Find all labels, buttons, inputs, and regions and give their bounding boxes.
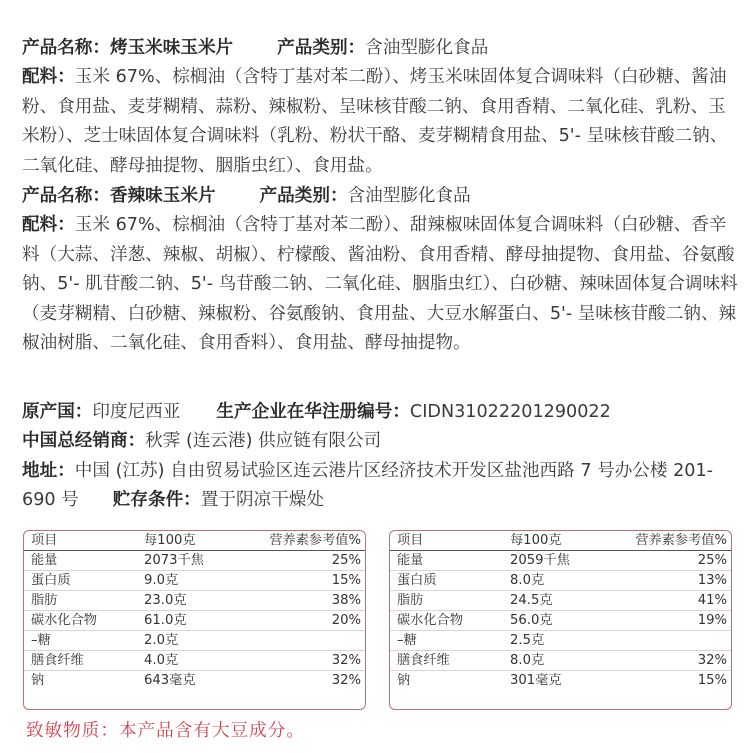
product-category-label: 产品类别： <box>277 38 366 58</box>
storage-label: 贮存条件： <box>112 490 201 511</box>
nutrient-amount: 23.0克 <box>144 591 247 611</box>
nutrient-nrv: 20% <box>247 611 365 631</box>
nutrient-name: 碳水化合物 <box>24 611 144 631</box>
nutrient-name: 钠 <box>31 673 45 688</box>
header-cell: 项目 <box>390 531 510 551</box>
nutrient-nrv: 32% <box>247 651 365 671</box>
nutrient-name: 蛋白质 <box>24 571 144 591</box>
nutrient-name: 蛋白质 <box>390 571 510 591</box>
table-row <box>390 671 731 691</box>
origin-label: 原产国： <box>22 402 93 422</box>
table-header-row <box>24 531 365 551</box>
origin-value: 印度尼西亚 <box>92 402 181 422</box>
table-row <box>390 631 731 651</box>
allergen-statement: 致敏物质：本产品含有大豆成分。 <box>26 721 305 741</box>
distributor-label: 中国总经销商： <box>22 431 146 452</box>
nutrient-nrv: 15% <box>697 673 727 688</box>
header-cell: 营养素参考值% <box>613 531 731 551</box>
ingredients-text: 玉米 67%、棕榈油（含特丁基对苯二酚）、甜辣椒味固体复合调味料（白砂糖、香辛料（大蒜、洋葱、辣椒、胡椒）、柠檬酸、酱油粉、食用香精、酵母抽提物、食用盐、谷氨酸钠、5'- 肌苷酸二钠、5'- 鸟苷酸二钠、二氧化硅、胭脂虫红）、白砂糖、辣味固体复合调味料（麦芽糊精、白砂糖、辣椒粉、谷氨酸钠、食用盐、大豆水解蛋白、5'- 呈味核苷酸二钠、辣椒油树脂、二氧化硅、食用香料）、食用盐、酵母抽提物。 <box>22 215 738 354</box>
table-row <box>390 551 731 571</box>
nutrient-amount: 8.0克 <box>510 571 613 591</box>
nutrient-nrv: 32% <box>331 673 361 688</box>
ingredients-label: 配料： <box>22 215 75 236</box>
nutrient-name: 脂肪 <box>24 591 144 611</box>
nutrient-name: 能量 <box>24 551 144 571</box>
table-row <box>390 611 731 631</box>
registration-value: CIDN31022201290022 <box>409 402 611 422</box>
nutrient-name: 膳食纤维 <box>390 651 510 671</box>
company-info <box>22 398 740 516</box>
table-header-row <box>390 531 731 551</box>
table-row <box>24 651 365 671</box>
nutrient-amount: 2073千焦 <box>144 551 247 571</box>
nutrient-nrv: 25% <box>613 551 731 571</box>
nutrient-nrv: 19% <box>613 611 731 631</box>
ingredients-text: 玉米 67%、棕榈油（含特丁基对苯二酚）、烤玉米味固体复合调味料（白砂糖、酱油粉、食用盐、麦芽糊精、蒜粉、辣椒粉、呈味核苷酸二钠、食用香精、二氧化硅、乳粉、玉米粉）、芝士味固体复合调味料（乳粉、粉状干酪、麦芽糊精食用盐、5'- 呈味核苷酸二钠、二氧化硅、酵母抽提物、胭脂虫红）、食用盐。 <box>22 67 728 176</box>
product-name: 香辣味玉米片 <box>109 186 216 206</box>
nutrient-nrv <box>613 631 731 651</box>
product-category-label: 产品类别： <box>259 186 348 206</box>
header-cell: 每100克 <box>144 531 247 551</box>
nutrient-nrv: 32% <box>613 651 731 671</box>
nutrient-name: 脂肪 <box>390 591 510 611</box>
nutrient-name: –糖 <box>390 631 510 651</box>
table-row <box>24 591 365 611</box>
table-row <box>390 651 731 671</box>
distributor-value: 秋霁 (连云港) 供应链有限公司 <box>145 431 382 452</box>
nutrient-nrv: 41% <box>613 591 731 611</box>
nutrient-amount: 2.5克 <box>510 631 613 651</box>
nutrient-amount: 61.0克 <box>144 611 247 631</box>
origin-line <box>22 398 740 427</box>
nutrition-table-1 <box>23 530 366 710</box>
table-row <box>390 591 731 611</box>
product-2-info <box>22 182 740 358</box>
product-2-name-line <box>22 182 740 211</box>
nutrient-nrv: 25% <box>247 551 365 571</box>
distributor-line <box>22 427 740 456</box>
nutrient-amount: 643毫克 <box>144 673 196 688</box>
table-row <box>390 571 731 591</box>
nutrient-amount: 8.0克 <box>510 651 613 671</box>
nutrient-amount: 4.0克 <box>144 651 247 671</box>
nutrient-amount: 2.0克 <box>144 631 247 651</box>
registration-label: 生产企业在华注册编号： <box>216 402 410 422</box>
nutrient-name: –糖 <box>24 631 144 651</box>
nutrient-nrv: 38% <box>247 591 365 611</box>
table-row <box>24 571 365 591</box>
product-1-ingredients <box>22 63 740 181</box>
product-category: 含油型膨化食品 <box>365 38 489 58</box>
nutrient-nrv: 15% <box>247 571 365 591</box>
product-1-name-line <box>22 34 740 63</box>
table-row <box>24 671 365 691</box>
ingredients-label: 配料： <box>22 67 75 88</box>
header-cell: 营养素参考值% <box>247 531 365 551</box>
storage-value: 置于阴凉干燥处 <box>200 490 324 511</box>
product-name: 烤玉米味玉米片 <box>109 38 234 58</box>
nutrient-name: 钠 <box>397 673 411 688</box>
header-cell: 每100克 <box>510 531 613 551</box>
nutrition-table-2 <box>389 530 732 710</box>
nutrient-nrv: 13% <box>613 571 731 591</box>
product-1-info <box>22 34 740 181</box>
nutrient-amount: 2059千焦 <box>510 551 613 571</box>
table-row <box>24 611 365 631</box>
address-label: 地址： <box>22 460 75 481</box>
nutrient-name: 能量 <box>390 551 510 571</box>
nutrient-amount: 301毫克 <box>510 673 562 688</box>
nutrient-nrv <box>247 631 365 651</box>
table-row <box>24 551 365 571</box>
address-value: 中国 (江苏) 自由贸易试验区连云港片区经济技术开发区盐池西路 7 号办公楼 201-690 号 <box>22 460 714 511</box>
nutrient-name: 膳食纤维 <box>24 651 144 671</box>
table-row <box>24 631 365 651</box>
address-line <box>22 457 740 516</box>
product-name-label: 产品名称： <box>22 38 110 58</box>
product-name-label: 产品名称： <box>22 186 110 206</box>
nutrient-name: 碳水化合物 <box>390 611 510 631</box>
nutrient-amount: 56.0克 <box>510 611 613 631</box>
nutrient-amount: 9.0克 <box>144 571 247 591</box>
product-2-ingredients <box>22 211 740 358</box>
product-category: 含油型膨化食品 <box>347 186 471 206</box>
nutrient-amount: 24.5克 <box>510 591 613 611</box>
header-cell: 项目 <box>24 531 144 551</box>
